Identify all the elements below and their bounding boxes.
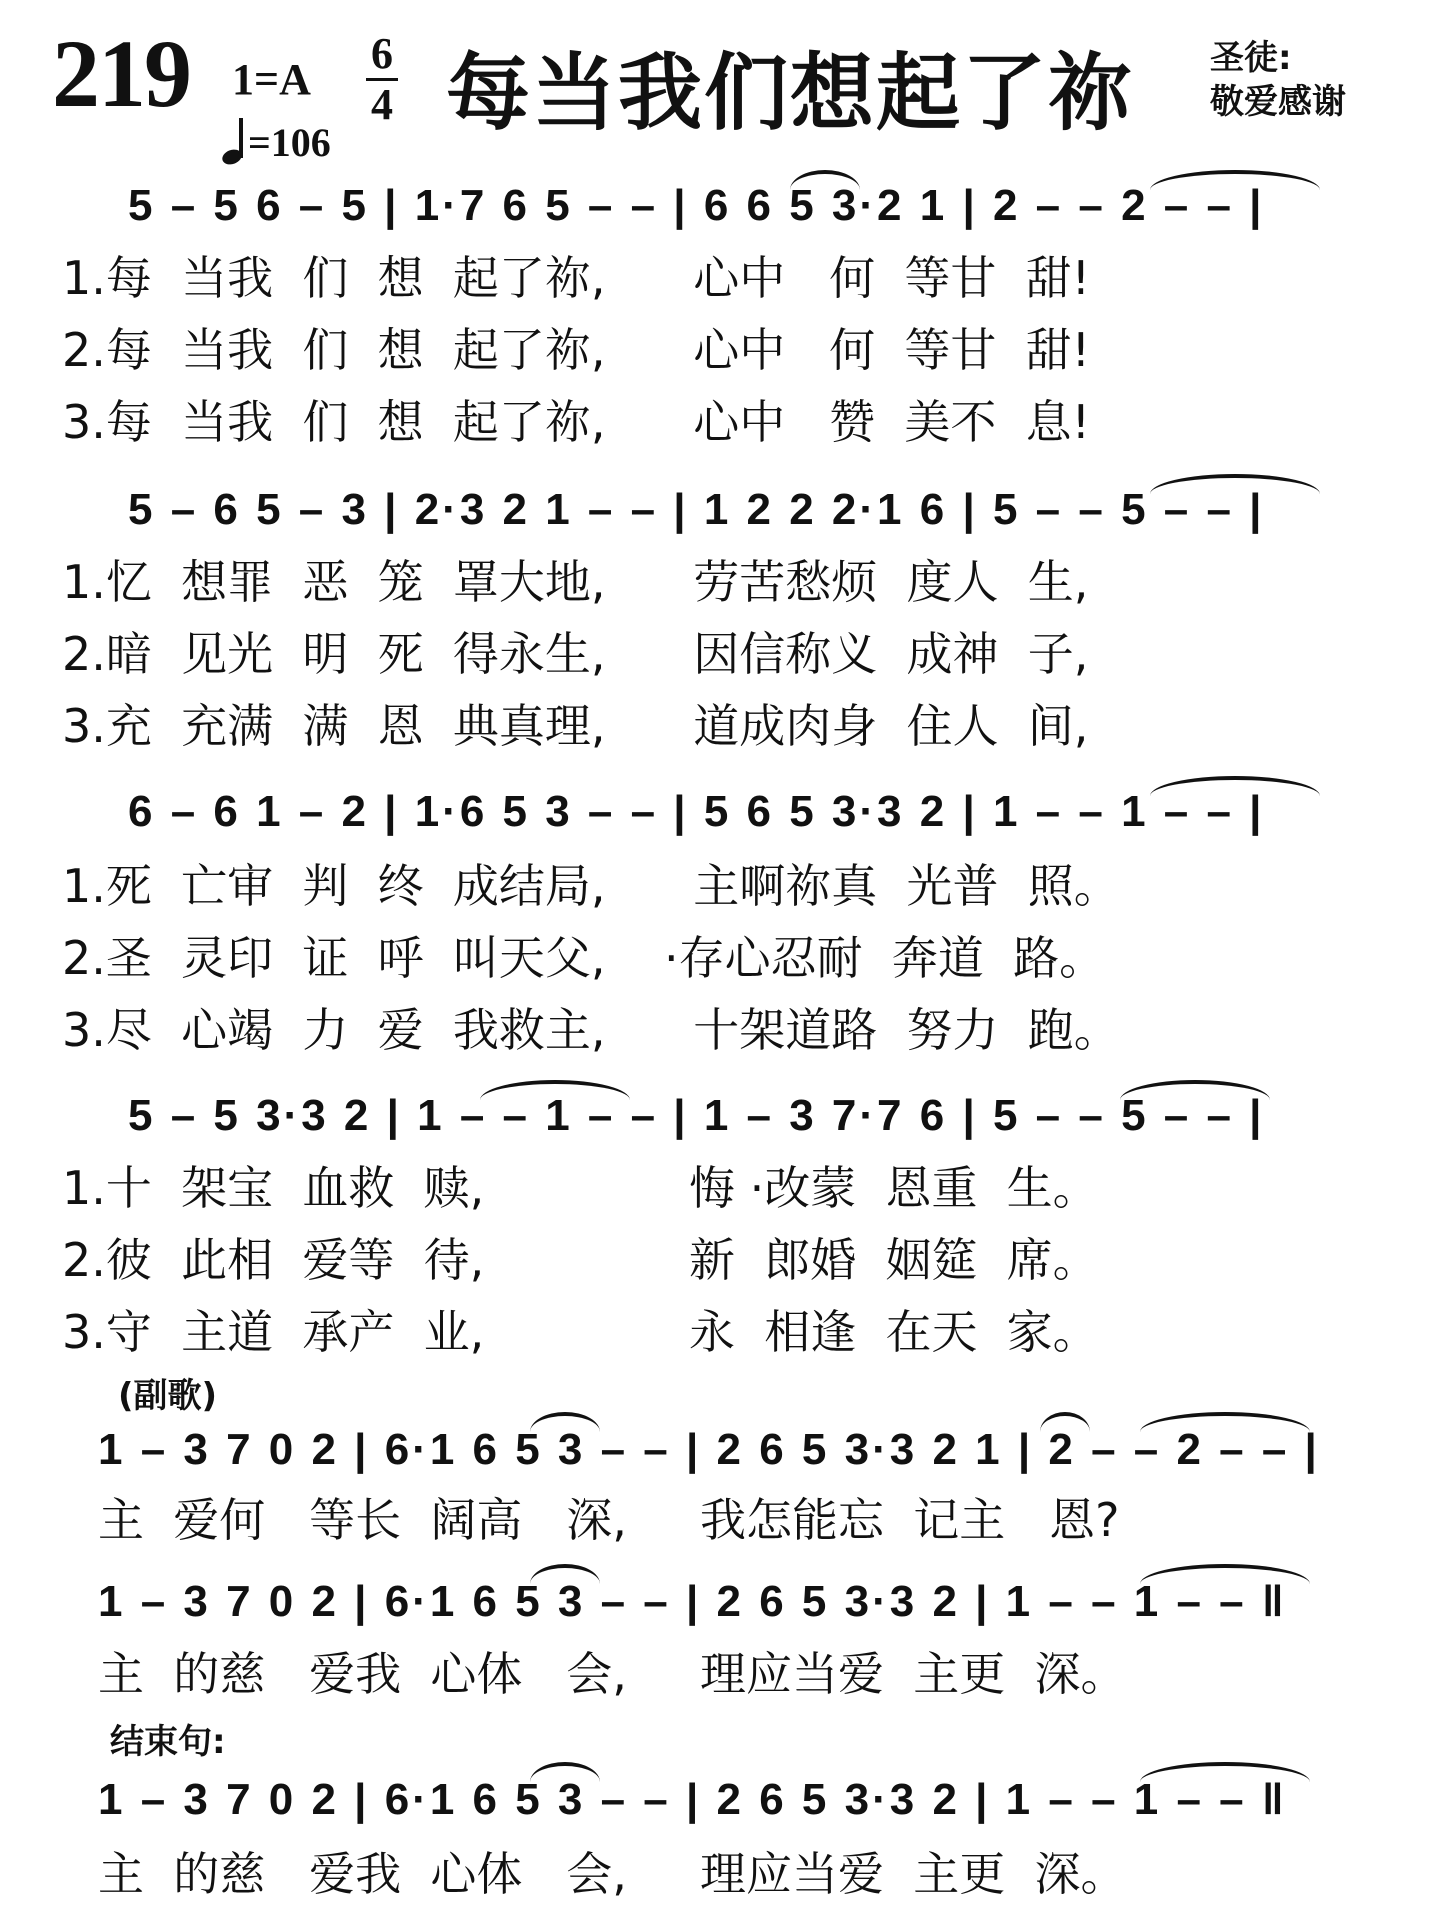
tempo-mark bbox=[222, 118, 331, 166]
lyric-line: 1.死 亡审 判 终 成结局, 主啊祢真 光普 照。 bbox=[62, 859, 1120, 913]
lyric-line: 1.忆 想罪 恶 笼 罩大地, 劳苦愁烦 度人 生, bbox=[62, 555, 1089, 609]
lyric-line: 3.尽 心竭 力 爱 我救主, 十架道路 努力 跑。 bbox=[62, 1003, 1120, 1057]
chorus-notation-row-2: 1 – 3 7 0 2 | 6·1 6 5 3 – – | 2 6 5 3·3 2 | 1 – – 1 – – ‖ bbox=[98, 1577, 1287, 1626]
slur bbox=[530, 1762, 600, 1782]
notation-row-2: 5 – 6 5 – 3 | 2·3 2 1 – – | 1 2 2 2·1 6 | 5 – – 5 – – | bbox=[128, 485, 1265, 534]
quarter-note-icon bbox=[222, 118, 248, 166]
key-signature: 1=A bbox=[232, 55, 311, 104]
lyric-line: 3.充 充满 满 恩 典真理, 道成肉身 住人 间, bbox=[62, 699, 1089, 753]
chorus-lyric-line: 主 爱何 等长 阔高 深, 我怎能忘 记主 恩? bbox=[98, 1493, 1120, 1547]
ending-lyric-line: 主 的慈 爱我 心体 会, 理应当爱 主更 深。 bbox=[98, 1847, 1127, 1901]
hymn-category bbox=[1210, 36, 1346, 124]
tempo-value: =106 bbox=[248, 120, 331, 165]
ending-notation-row: 1 – 3 7 0 2 | 6·1 6 5 3 – – | 2 6 5 3·3 2 | 1 – – 1 – – ‖ bbox=[98, 1775, 1287, 1824]
notation-row-3: 6 – 6 1 – 2 | 1·6 5 3 – – | 5 6 5 3·3 2 | 1 – – 1 – – | bbox=[128, 787, 1265, 836]
meter-top: 6 bbox=[371, 29, 393, 78]
lyric-line: 2.每 当我 们 想 起了祢, 心中 何 等甘 甜! bbox=[62, 323, 1091, 377]
slur bbox=[1150, 776, 1320, 796]
notation-row-4: 5 – 5 3·3 2 | 1 – – 1 – – | 1 – 3 7·7 6 | 5 – – 5 – – | bbox=[128, 1091, 1265, 1140]
time-signature bbox=[362, 29, 402, 129]
hymn-number: 219 bbox=[52, 20, 190, 127]
category-line-2: 敬爱感谢 bbox=[1210, 82, 1346, 122]
lyric-line: 2.圣 灵印 证 呼 叫天父, ·存心忍耐 奔道 路。 bbox=[62, 931, 1106, 985]
slur bbox=[1150, 474, 1320, 494]
slur bbox=[1150, 170, 1320, 190]
lyric-line: 1.十 架宝 血救 赎, 悔 ·改蒙 恩重 生。 bbox=[62, 1161, 1099, 1215]
chorus-lyric-line: 主 的慈 爱我 心体 会, 理应当爱 主更 深。 bbox=[98, 1647, 1127, 1701]
slur bbox=[530, 1412, 600, 1432]
lyric-line: 2.彼 此相 爱等 待, 新 郎婚 姻筵 席。 bbox=[62, 1233, 1099, 1287]
ending-label: 结束句: bbox=[110, 1722, 226, 1762]
lyric-line: 1.每 当我 们 想 起了祢, 心中 何 等甘 甜! bbox=[62, 251, 1091, 305]
slur bbox=[1040, 1412, 1090, 1432]
slur bbox=[790, 170, 860, 190]
hymn-title: 每当我们想起了祢 bbox=[446, 44, 1135, 142]
slur bbox=[1140, 1762, 1310, 1782]
lyric-line: 3.守 主道 承产 业, 永 相逢 在天 家。 bbox=[62, 1305, 1099, 1359]
slur bbox=[480, 1080, 630, 1100]
category-line-1: 圣徒: bbox=[1210, 38, 1292, 78]
slur bbox=[530, 1564, 600, 1584]
lyric-line: 2.暗 见光 明 死 得永生, 因信称义 成神 子, bbox=[62, 627, 1089, 681]
slur bbox=[1120, 1080, 1270, 1100]
chorus-label: (副歌) bbox=[118, 1376, 218, 1416]
notation-row-1: 5 – 5 6 – 5 | 1·7 6 5 – – | 6 6 5 3·2 1 | 2 – – 2 – – | bbox=[128, 181, 1265, 230]
meter-bottom: 4 bbox=[371, 80, 393, 129]
lyric-line: 3.每 当我 们 想 起了祢, 心中 赞 美不 息! bbox=[62, 395, 1091, 449]
slur bbox=[1140, 1412, 1310, 1432]
chorus-notation-row-1: 1 – 3 7 0 2 | 6·1 6 5 3 – – | 2 6 5 3·3 2 1 | 2 – – 2 – – | bbox=[98, 1425, 1320, 1474]
slur bbox=[1140, 1564, 1310, 1584]
